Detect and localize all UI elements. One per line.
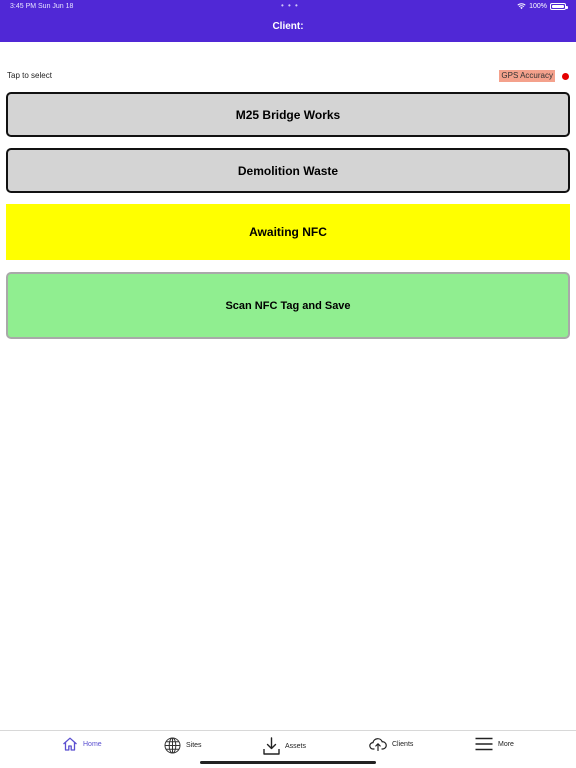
tab-more-label: More [498, 740, 514, 748]
tab-sites[interactable] [164, 737, 202, 754]
home-indicator[interactable] [200, 761, 376, 764]
tab-assets-label: Assets [285, 742, 307, 750]
tab-assets[interactable] [263, 737, 306, 755]
globe-icon [164, 737, 181, 754]
gps-accuracy-indicator [499, 70, 569, 82]
gps-status-dot [562, 73, 569, 80]
status-time-date: 3:45 PM Sun Jun 18 [10, 3, 74, 10]
tap-to-select-label: Tap to select [7, 71, 52, 80]
waste-type-select-button[interactable]: Demolition Waste [6, 148, 570, 193]
nfc-status-banner: Awaiting NFC [6, 204, 570, 260]
multitasking-dots[interactable]: • • • [281, 1, 299, 10]
tab-home-label: Home [83, 740, 102, 748]
site-select-button[interactable]: M25 Bridge Works [6, 92, 570, 137]
battery-icon [550, 3, 566, 10]
tab-bar [0, 730, 576, 768]
app-header [0, 0, 576, 42]
tab-clients-label: Clients [392, 740, 414, 748]
home-icon [62, 737, 78, 751]
cloud-upload-icon [369, 737, 387, 751]
battery-percent: 100% [529, 2, 547, 10]
gps-accuracy-label: GPS Accuracy [501, 71, 553, 80]
tab-clients[interactable] [369, 737, 413, 751]
menu-icon [475, 737, 493, 751]
tab-home[interactable] [62, 737, 102, 751]
tab-sites-label: Sites [186, 742, 202, 749]
page-title: Client: [272, 21, 304, 32]
wifi-icon [517, 2, 526, 10]
scan-nfc-save-button[interactable]: Scan NFC Tag and Save [6, 272, 570, 339]
tab-more[interactable] [475, 737, 514, 751]
download-icon [263, 737, 280, 755]
status-indicators [517, 2, 566, 10]
